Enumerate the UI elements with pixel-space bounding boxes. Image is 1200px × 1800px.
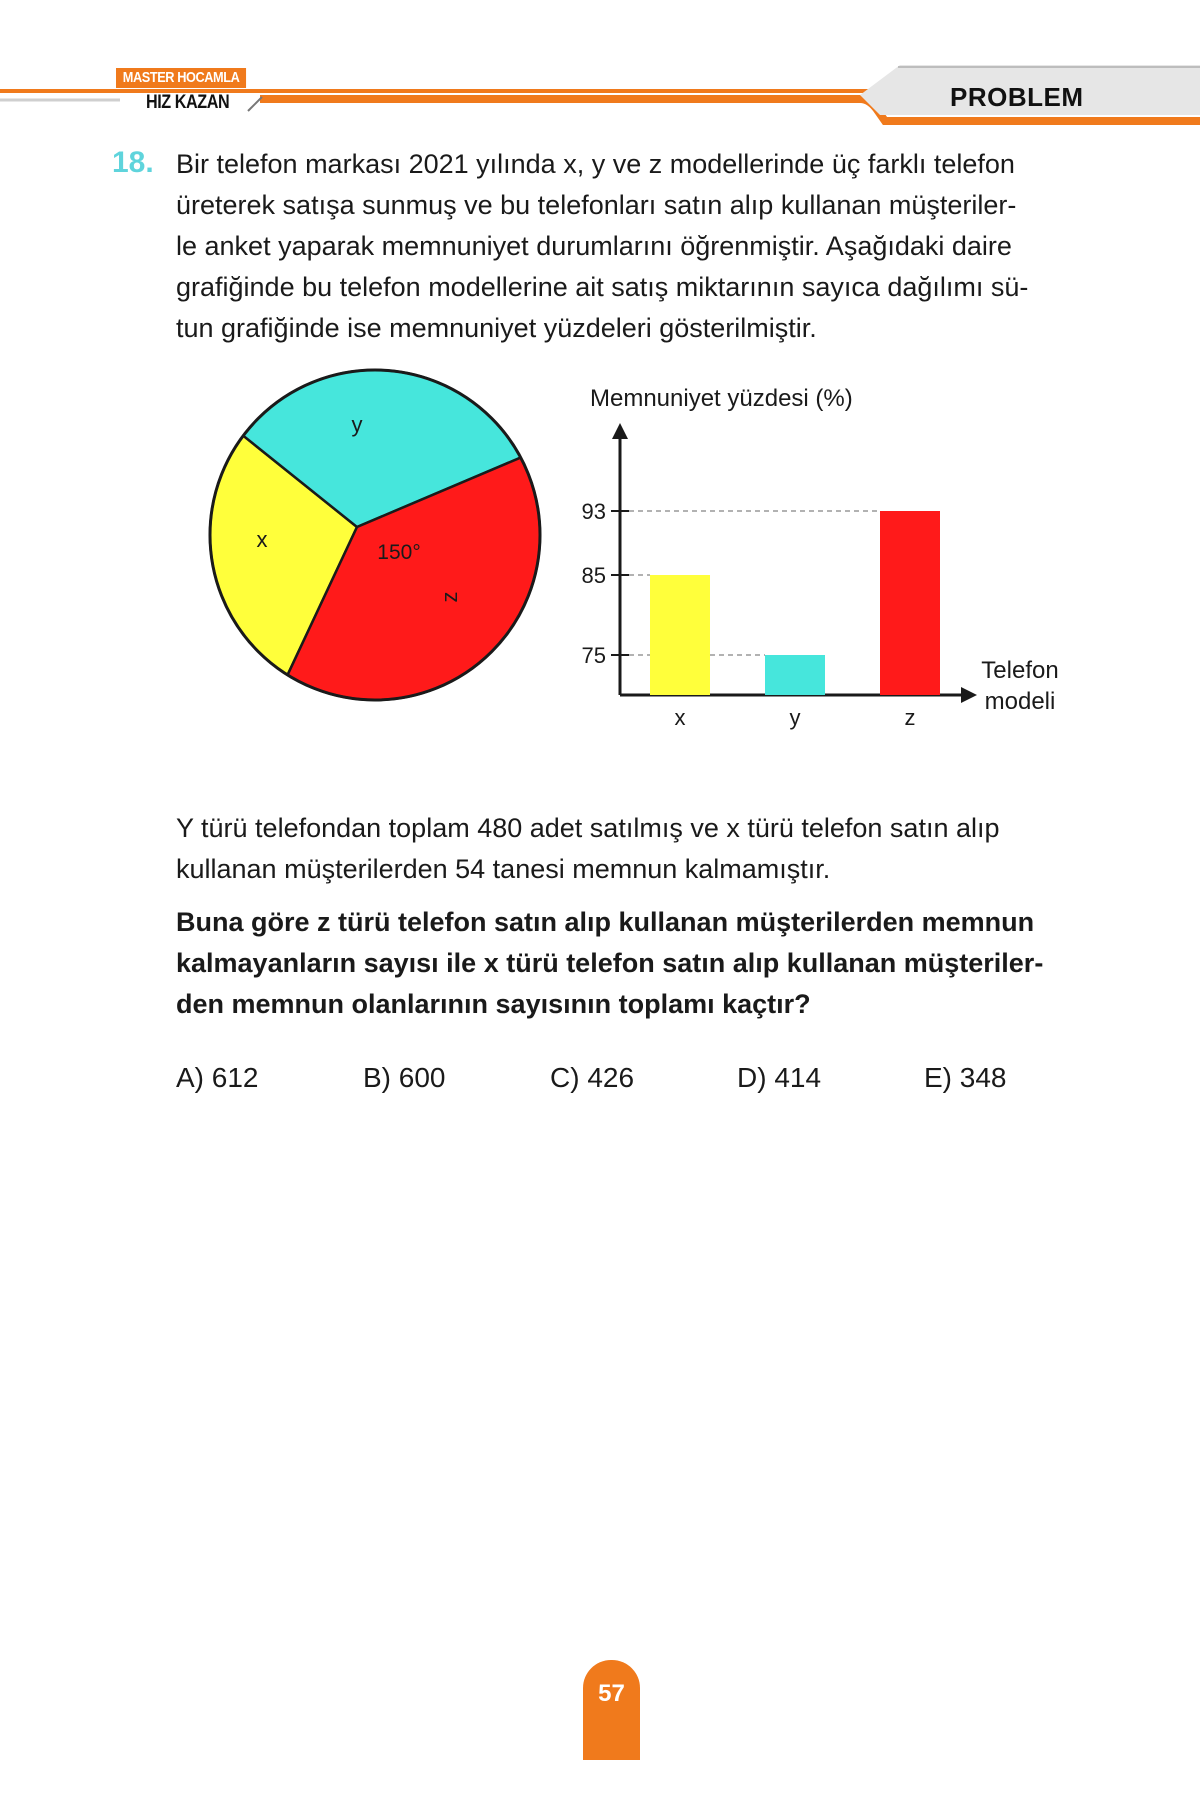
answer-choices [176, 1062, 1106, 1102]
y-tick-label: 75 [581, 643, 606, 668]
question-line: grafiğinde bu telefon modellerine ait satış miktarının sayıca dağılımı sü- [176, 272, 1029, 302]
prompt-line: Buna göre z türü telefon satın alıp kullanan müşterilerden memnun [176, 907, 1035, 937]
bar-chart-xlabel-line: modeli [984, 688, 1056, 715]
x-tick-label: x [674, 705, 686, 730]
info-line: Y türü telefondan toplam 480 adet satılmış ve x türü telefon satın alıp [176, 813, 1000, 843]
pie-label-x: x [256, 527, 268, 552]
info-line: kullanan müşterilerden 54 tanesi memnun kalmamıştır. [176, 854, 831, 884]
choice-d[interactable]: D) 414 [737, 1062, 822, 1093]
question-line: üreterek satışa sunmuş ve bu telefonları satın alıp kullanan müşteriler- [176, 190, 1017, 220]
bar-chart-xlabel-line: Telefon [981, 657, 1059, 684]
question-text [176, 144, 1106, 349]
y-tick-label: 93 [581, 499, 606, 524]
y-axis-arrow [612, 423, 628, 439]
choice-a[interactable]: A) 612 [176, 1062, 259, 1093]
prompt-text [176, 902, 1106, 1025]
bar-x [650, 575, 710, 695]
info-text [176, 808, 1106, 890]
pie-label-y: y [351, 412, 363, 437]
choice-e[interactable]: E) 348 [924, 1062, 1007, 1093]
prompt-line: den memnun olanlarının sayısının toplamı kaçtır? [176, 989, 811, 1019]
pie-label-z: z [437, 591, 462, 603]
choice-c[interactable]: C) 426 [550, 1062, 635, 1093]
x-tick-label: y [789, 705, 801, 730]
bar-chart-ylabel: Memnuniyet yüzdesi (%) [590, 385, 853, 412]
y-tick-label: 85 [581, 563, 606, 588]
pie-angle-annotation: 150° [377, 541, 421, 564]
pie-chart [200, 360, 550, 710]
bar-z [880, 511, 940, 695]
brand-top-label: MASTER HOCAMLA [116, 68, 246, 88]
question-line: le anket yaparak memnuniyet durumlarını öğrenmiştir. Aşağıdaki daire [176, 231, 1012, 261]
x-axis-arrow [961, 687, 977, 703]
section-title: PROBLEM [950, 82, 1084, 112]
x-tick-label: z [904, 705, 916, 730]
bar-chart [560, 370, 1120, 740]
page-number-tab [583, 1660, 640, 1760]
question-line: tun grafiğinde ise memnuniyet yüzdeleri gösterilmiştir. [176, 313, 817, 343]
prompt-line: kalmayanların sayısı ile x türü telefon satın alıp kullanan müşteriler- [176, 948, 1044, 978]
question-number: 18. [112, 146, 154, 179]
brand-bottom-label: HIZ KAZAN [146, 92, 230, 113]
bar-y [765, 655, 825, 695]
choice-b[interactable]: B) 600 [363, 1062, 446, 1093]
page-number: 57 [598, 1680, 625, 1707]
question-line: Bir telefon markası 2021 yılında x, y ve z modellerinde üç farklı telefon [176, 149, 1015, 179]
